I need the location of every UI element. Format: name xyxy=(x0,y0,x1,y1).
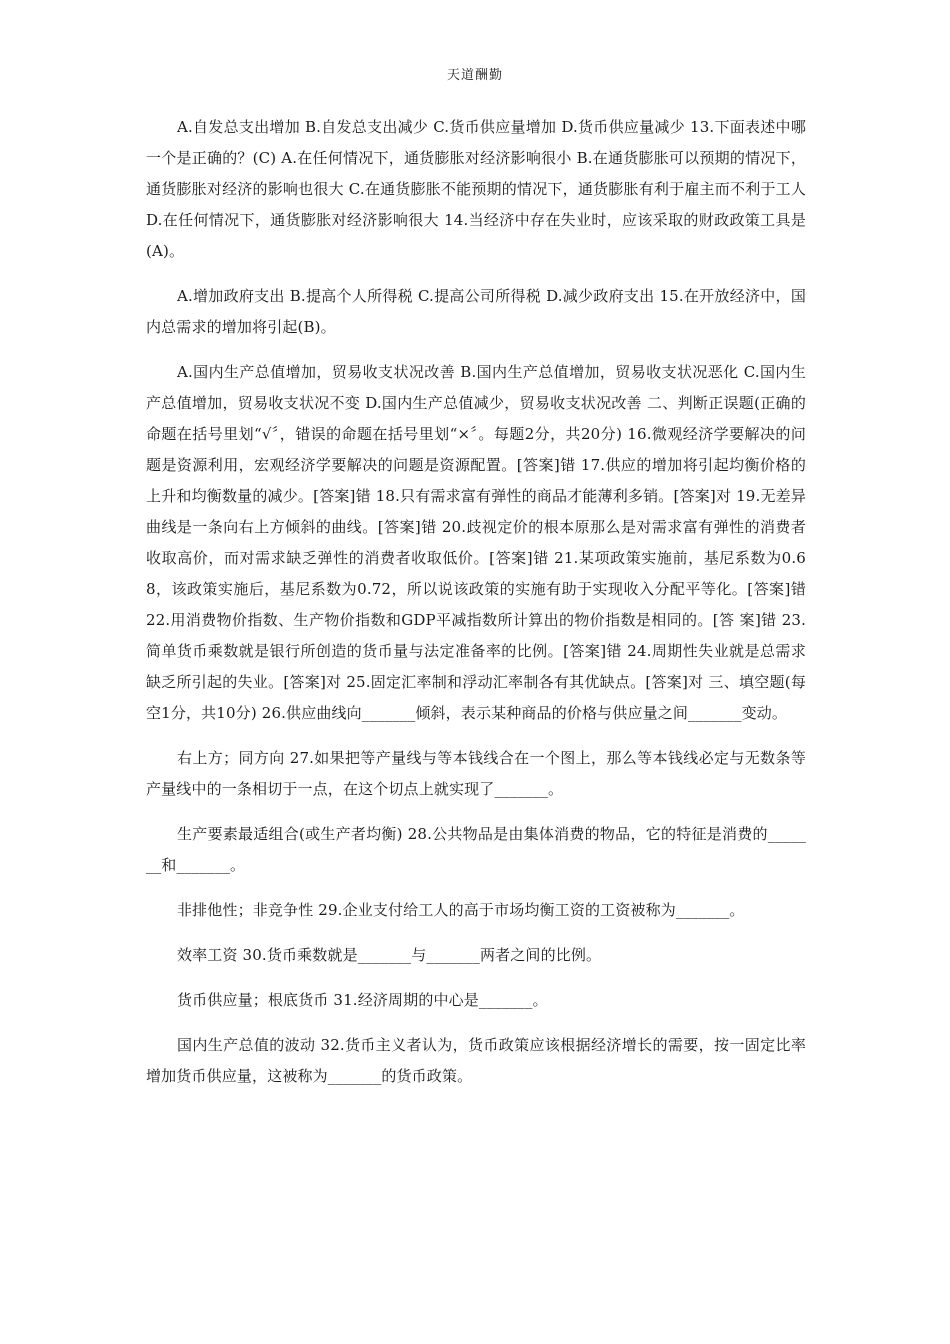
paragraph-4: 右上方；同方向 27.如果把等产量线与等本钱线合在一个图上，那么等本钱线必定与无数条等产量线中的一条相切于一点，在这个切点上就实现了_______。 xyxy=(146,749,806,798)
paragraph-5: 生产要素最适组合(或生产者均衡) 28.公共物品是由集体消费的物品，它的特征是消费的_______和_______。 xyxy=(146,825,806,874)
paragraph-7: 效率工资 30.货币乘数就是_______与_______两者之间的比例。 xyxy=(177,946,602,964)
paragraph-8: 货币供应量；根底货币 31.经济周期的中心是_______。 xyxy=(177,991,548,1009)
paragraph-3: A.国内生产总值增加，贸易收支状况改善 B.国内生产总值增加，贸易收支状况恶化 C.国内生产总值增加，贸易收支状况不变 D.国内生产总值减少，贸易收支状况改善 二、判断正误题(正确的命题在括号里划“√〞，错误的命题在括号里划“×〞。每题2分，共20分) 16.微观经济学要解决的问题是资源利用，宏观经济学要解决的问题是资源配置。[答案]错 17.供应的增加将引起均衡价格的上升和均衡数量的减少。[答案]错 18.只有需求富有弹性的商品才能薄利多销。[答案]对 19.无差异曲线是一条向右上方倾斜的曲线。[答案]错 20.歧视定价的根本原那么是对需求富有弹性的消费者收取高价，而对需求缺乏弹性的消费者收取低价。[答案]错 21.某项政策实施前，基尼系数为0.68，该政策实施后，基尼系数为0.72，所以说该政策的实施有助于实现收入分配平等化。[答案]错 22.用消费物价指数、生产物价指数和GDP平减指数所计算出的物价指数是相同的。[答 案]错 23.简单货币乘数就是银行所创造的货币量与法定准备率的比例。[答案]错 24.周期性失业就是总需求缺乏所引起的失业。[答案]对 25.固定汇率制和浮动汇率制各有其优缺点。[答案]对 三、填空题(每空1分，共10分) 26.供应曲线向_______倾斜，表示某种商品的价格与供应量之间_______变动。 xyxy=(146,363,806,722)
paragraph-9: 国内生产总值的波动 32.货币主义者认为，货币政策应该根据经济增长的需要，按一固定比率增加货币供应量，这被称为_______的货币政策。 xyxy=(146,1036,806,1085)
page-header: 天道酬勤 xyxy=(446,68,503,83)
paragraph-2: A.增加政府支出 B.提高个人所得税 C.提高公司所得税 D.减少政府支出 15.在开放经济中，国内总需求的增加将引起(B)。 xyxy=(146,287,806,336)
paragraph-6: 非排他性；非竞争性 29.企业支付给工人的高于市场均衡工资的工资被称为_______。 xyxy=(177,901,745,919)
paragraph-1: A.自发总支出增加 B.自发总支出减少 C.货币供应量增加 D.货币供应量减少 13.下面表述中哪一个是正确的？(C) A.在任何情况下，通货膨胀对经济影响很小 B.在通货膨胀可以预期的情况下，通货膨胀对经济的影响也很大 C.在通货膨胀不能预期的情况下，通货膨胀有利于雇主而不利于工人 D.在任何情况下，通货膨胀对经济影响很大 14.当经济中存在失业时，应该采取的财政政策工具是(A)。 xyxy=(146,118,806,260)
document-body xyxy=(146,112,806,1106)
